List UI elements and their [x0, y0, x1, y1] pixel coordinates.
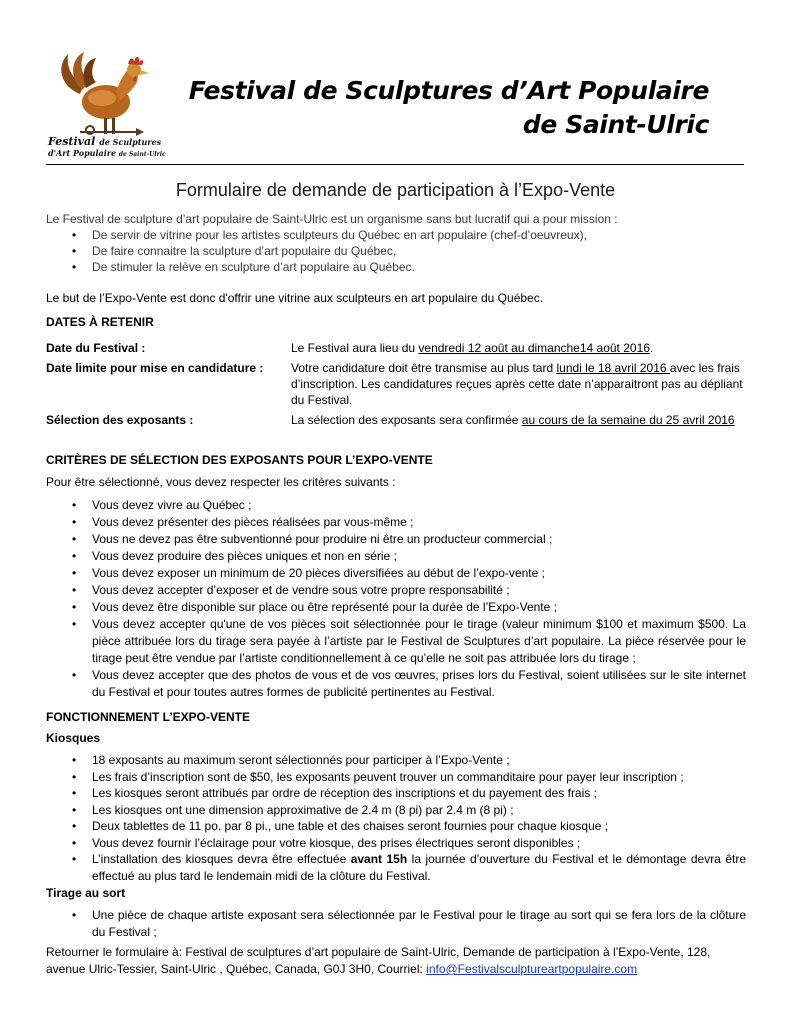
selection-value	[291, 412, 743, 428]
list-item: • 18 exposants au maximum seront sélectionnés pour participer à l’Expo-Vente ;	[92, 752, 746, 769]
dates-table	[46, 340, 746, 432]
list-item: • Vous devez fournir l’éclairage pour votre kiosque, des prises électriques seront disponibles ;	[92, 835, 746, 852]
install-post: la journée d’ouverture du Festival et le démontage devra être effectué au plus tard le lendemain midi de la clôture du Festival.	[92, 852, 746, 883]
festival-date-post: .	[649, 341, 654, 355]
operation-heading: FONCTIONNEMENT L’EXPO-VENTE	[46, 710, 251, 724]
selection-date: au cours de la semaine du 25 avril 2016	[521, 413, 735, 427]
festival-date-range: vendredi 12 août au dimanche14 août 2016	[418, 341, 650, 355]
list-item: • Les kiosques ont une dimension approximative de 2.4 m (8 pi) par 2.4 m (8 pi) ;	[92, 802, 746, 819]
list-item: • Vous devez accepter qu'une de vos pièces soit sélectionnée pour le tirage (valeur minimum $100 et maximum $500. La pièce attribuée lors du tirage sera payée à l’artiste par le Festival de Sculptures d’art populaire. La pièce réservée pour le tirage peut être vendue par l’artiste conditionnellement à ce qu’elle ne soit pas attribuée lors du tirage ;	[92, 616, 746, 667]
list-item: • Vous ne devez pas être subventionné pour produire ni être un producteur commercial ;	[92, 531, 746, 548]
criteria-list	[46, 497, 746, 701]
selection-label: Sélection des exposants :	[46, 413, 194, 427]
list-item: • Vous devez accepter d’exposer et de vendre sous votre propre responsabilité ;	[92, 582, 746, 599]
header-title-line1: Festival de Sculptures d’Art Populaire	[188, 76, 709, 105]
expo-goal-text: Le but de l’Expo-Vente est donc d'offrir une vitrine aux sculpteurs en art populaire du Québec.	[46, 291, 544, 305]
logo-line1-small: de Sculptures	[99, 137, 162, 147]
list-item: • Vous devez être disponible sur place ou être représenté pour la durée de l’Expo-Vente ;	[92, 599, 746, 616]
selection-pre: La sélection des exposants sera confirmée	[291, 413, 522, 427]
dates-heading: DATES À RETENIR	[46, 315, 154, 329]
festival-date-label: Date du Festival :	[46, 341, 146, 355]
kiosks-heading: Kiosques	[46, 731, 101, 745]
deadline-pre: Votre candidature doit être transmise au plus tard	[291, 361, 557, 375]
list-item: • De faire connaitre la sculpture d’art populaire du Québec,	[92, 243, 746, 259]
deadline-label: Date limite pour mise en candidature :	[46, 361, 264, 375]
header-title	[189, 74, 709, 142]
email-link[interactable]: info@Festivalsculptureartpopulaire.com	[426, 962, 638, 976]
logo-text	[48, 136, 166, 160]
list-item: • Les kiosques seront attribués par ordre de réception des inscriptions et du payement des frais ;	[92, 785, 746, 802]
draw-list	[46, 907, 746, 941]
header-title-line2: de Saint-Ulric	[522, 110, 709, 139]
install-deadline: avant 15h	[350, 852, 408, 866]
list-item	[92, 851, 746, 884]
return-text: Retourner le formulaire à: Festival de sculptures d’art populaire de Saint-Ulric, Demande de participation à l’Expo-Vente, 128, avenue Ulric-Tessier, Saint-Ulric , Québec, Canada, G0J 3H0, Courriel:	[46, 945, 711, 976]
criteria-heading: CRITÈRES DE SÉLECTION DES EXPOSANTS POUR L’EXPO-VENTE	[46, 453, 433, 467]
logo-line1: Festival	[48, 135, 96, 148]
install-pre: L’installation des kiosques devra être effectuée	[92, 852, 351, 866]
festival-date-value	[291, 340, 743, 356]
list-item: • Vous devez produire des pièces uniques et non en série ;	[92, 548, 746, 565]
header-divider	[46, 164, 744, 165]
list-item: • Les frais d’inscription sont de $50, les exposants peuvent trouver un commanditaire pour payer leur inscription ;	[92, 769, 746, 786]
table-row	[46, 360, 746, 408]
intro-section	[46, 211, 746, 275]
deadline-value	[291, 360, 743, 408]
list-item: • Vous devez exposer un minimum de 20 pièces diversifiées au début de l’expo-vente ;	[92, 565, 746, 582]
table-row	[46, 340, 746, 356]
deadline-date: lundi le 18 avril 2016	[556, 361, 670, 375]
logo-line2: d'Art Populaire	[48, 148, 117, 158]
logo-line2-small: de Saint-Ulric	[118, 151, 166, 158]
intro-lead: Le Festival de sculpture d’art populaire de Saint-Ulric est un organisme sans but lucratif qui a pour mission :	[46, 212, 618, 226]
rooster-weathervane-icon	[50, 46, 155, 138]
criteria-intro: Pour être sélectionné, vous devez respecter les critères suivants :	[46, 475, 396, 489]
kiosks-list	[46, 752, 746, 884]
list-item: • Une pièce de chaque artiste exposant sera sélectionnée par le Festival pour le tirage au sort qui se fera lors de la clôture du Festival ;	[92, 907, 746, 941]
list-item: • Vous devez accepter que des photos de vous et de vos œuvres, prises lors du Festival, soient utilisées sur le site internet du Festival et pour toutes autres formes de publicité pertinentes au Festival.	[92, 667, 746, 701]
return-address	[46, 944, 746, 978]
mission-list	[46, 227, 746, 275]
list-item: • Deux tablettes de 11 po. par 8 pi., une table et des chaises seront fournies pour chaque kiosque ;	[92, 818, 746, 835]
list-item: • Vous devez vivre au Québec ;	[92, 497, 746, 514]
festival-date-pre: Le Festival aura lieu du	[291, 341, 419, 355]
draw-heading: Tirage au sort	[46, 886, 126, 900]
table-row	[46, 412, 746, 428]
list-item: • De servir de vitrine pour les artistes sculpteurs du Québec en art populaire (chef-d’oeuvreux),	[92, 227, 746, 243]
list-item: • Vous devez présenter des pièces réalisées par vous-même ;	[92, 514, 746, 531]
list-item: • De stimuler la relève en sculpture d’art populaire au Québec.	[92, 259, 746, 275]
document-title: Formulaire de demande de participation à l’Expo-Vente	[175, 180, 616, 200]
festival-logo	[46, 46, 166, 164]
deadline-post: avec les frais d’inscription. Les candidatures reçues après cette date n’apparaitront pas au dépliant du Festival.	[291, 361, 743, 407]
